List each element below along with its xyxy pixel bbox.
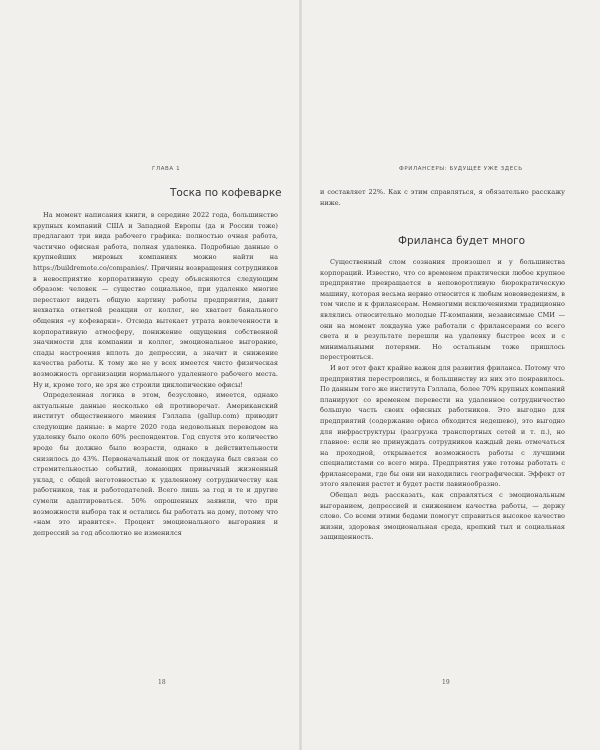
left-paragraph: На момент написания книги, в середине 2022 года, большинство крупных компаний США и Западной Европы (да и России тоже) предлагают три вида рабочего графика: полностью очная работа, частично офисная работа, полная удаленка. Подробные данные о крупнейших мировых компаниях можно найти на https://buildremote.co/companies/. Причины возвращения сотрудников в невосприятие корпоративную среду объясняются следующим образом: человек — существо социальное, при удаленке многие перестают видеть общую картину работы предприятия, давит нехватка ответной реакции от коллег, не хватает банального общения «у кофеварки». Отсюда вытекает утрата вовлеченности в корпоративную атмосферу, понижение ощущения собственной значимости для компании и коллег, эмоциональное выгорание, спады настроения вплоть до депрессии, а значит и снижение качества работы. К тому же не у всех имеется чисто физическая возможность организации нормального удаленного рабочего места. Ну и, кроме того, не зря же строили циклопические офисы!: [33, 211, 278, 389]
right-paragraph: И вот этот факт крайне важен для развития фриланса. Потому что предприятия перестроились, и большинству из них это понравилось. По данным того же института Гэллапа, более 70% крупных компаний планируют со временем перевести на удаленное сотрудничество большую часть своих офисных работников. Это выгодно для предприятий (содержание офиса обходится недешево), это выгодно для инфраструктуры (разгрузка транспортных сетей и т. п.), но главное: если не принуждать сотрудников каждый день отмечаться на проходной, открывается возможность работы с лучшими специалистами со всего мира. Предприятия уже готовы работать с фрилансерами, где бы они ни находились географически. Эффект от этого явления растет и будет расти лавинообразно.: [320, 363, 565, 489]
right-intro-paragraph: и составляет 22%. Как с этим справляться, я обязательно расскажу ниже.: [320, 188, 565, 207]
right-paragraph: Обещал ведь рассказать, как справляться с эмоциональным выгоранием, депрессией и снижением качества работы, — держу слово. Со всеми этими бедами помогут справиться высокое качество жизни, здоровая эмоциональная среда, крепкий тыл и социальная защищенность.: [320, 491, 565, 542]
left-running-head: ГЛАВА 1: [152, 166, 181, 172]
right-body-text: [320, 257, 565, 543]
left-paragraph: Определенная логика в этом, безусловно, имеется, однако актуальные данные несколько ей противоречат. Американский институт общественного мнения Гэллапа (gallup.com) приводит следующие данные: в марте 2020 года недовольных переводом на удаленку было около 60% респондентов. Год спустя это количество вроде бы должно было возрасти, однако в действительности снизилось до 43%. Первоначальный шок от локдауна был связан со стремительностью событий, ломающих привычный жизненный уклад, с общей неготовностью к удаленному сотрудничеству как работников, так и работодателей. Всего лишь за год и те и другие сумели адаптироваться. 50% опрошенных заявили, что при возможности выбора так и остались бы работать на дому, потому что «нам это нравится». Процент эмоционального выгорания и депрессий за год абсолютно не изменился: [33, 391, 278, 537]
left-page-number: 18: [158, 679, 166, 686]
left-chapter-title: Тоска по кофеварке: [170, 187, 282, 199]
right-running-head: ФРИЛАНСЕРЫ: БУДУЩЕЕ УЖЕ ЗДЕСЬ: [399, 166, 523, 172]
right-intro-text: [320, 187, 565, 208]
left-body-text: [33, 210, 278, 538]
right-section-title: Фриланса будет много: [398, 235, 526, 247]
right-page-number: 19: [442, 679, 450, 686]
book-gutter: [299, 0, 302, 750]
right-paragraph: Существенный слом сознания произошел и у большинства корпораций. Известно, что со временем практически любое крупное предприятие превращается в неповоротливую бюрократическую машину, которая весьма нервно относится к любым нововведениям, в том числе и к фрилансерам. Немногими исключениями традиционно являлись относительно молодые IT-компании, независимые СМИ — они на момент локдауна уже работали с фрилансерами со всего света и в результате перешли на удаленку быстрее всех и с минимальными потерями. Но остальным тоже пришлось перестроиться.: [320, 258, 565, 362]
